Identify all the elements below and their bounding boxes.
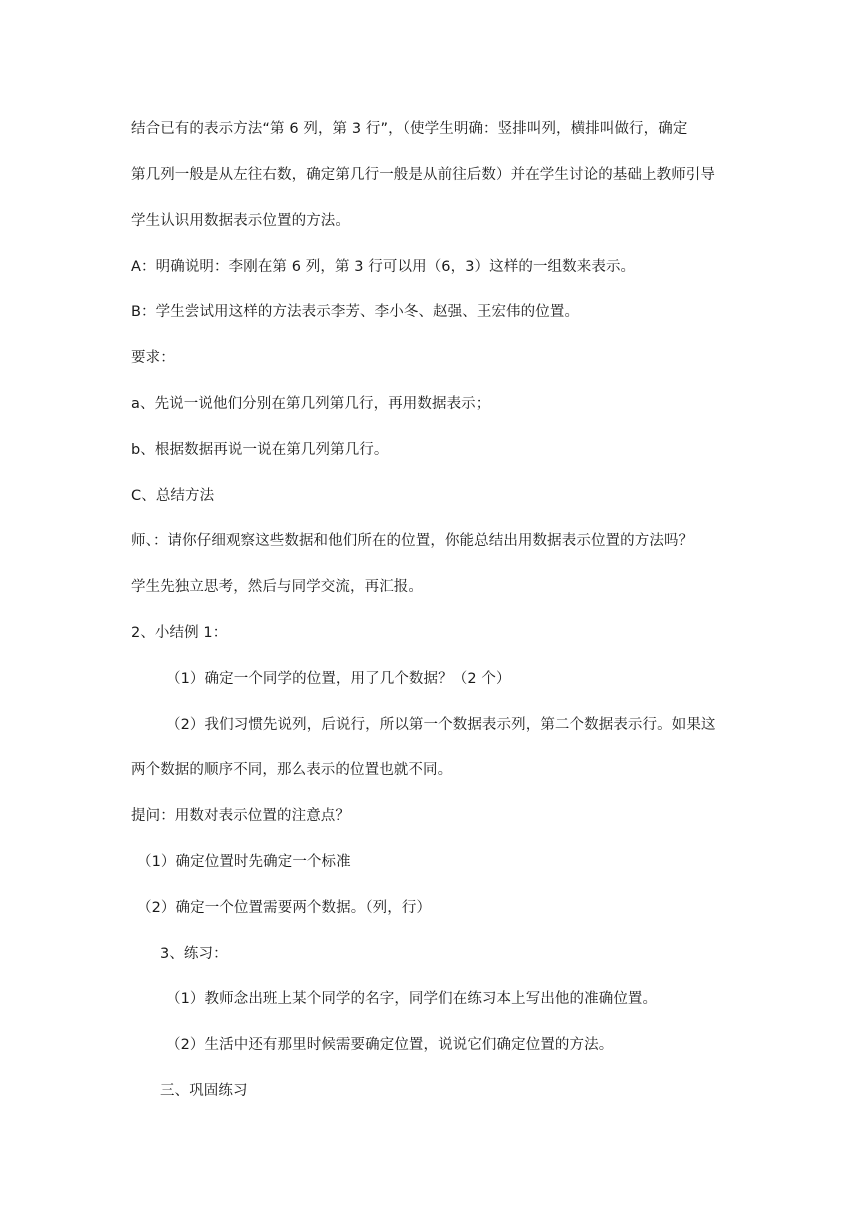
paragraph-line: （2）确定一个位置需要两个数据。（列，行）	[137, 900, 432, 916]
paragraph-line: （1）教师念出班上某个同学的名字，同学们在练习本上写出他的准确位置。	[166, 991, 658, 1007]
paragraph-line: 2、小结例 1：	[131, 625, 228, 641]
paragraph-line: B：学生尝试用这样的方法表示李芳、李小冬、赵强、王宏伟的位置。	[131, 304, 580, 320]
paragraph-line: a、先说一说他们分别在第几列第几行，再用数据表示；	[131, 396, 491, 412]
paragraph-line: 第几列一般是从左往右数，确定第几行一般是从前往后数）并在学生讨论的基础上教师引导	[131, 167, 715, 183]
paragraph-line: 提问：用数对表示位置的注意点？	[131, 808, 350, 824]
paragraph-line: （2）我们习惯先说列，后说行，所以第一个数据表示列，第二个数据表示行。如果这	[166, 717, 716, 733]
paragraph-line: 师、：请你仔细观察这些数据和他们所在的位置，你能总结出用数据表示位置的方法吗？	[131, 533, 694, 549]
paragraph-line: b、根据数据再说一说在第几列第几行。	[131, 442, 389, 458]
paragraph-line: （1）确定位置时先确定一个标准	[137, 854, 351, 870]
paragraph-line: 三、巩固练习	[160, 1083, 248, 1099]
paragraph-line: （2）生活中还有那里时候需要确定位置，说说它们确定位置的方法。	[166, 1037, 614, 1053]
paragraph-line: 两个数据的顺序不同，那么表示的位置也就不同。	[131, 762, 453, 778]
paragraph-line: 学生认识用数据表示位置的方法。	[131, 213, 350, 229]
paragraph-line: C、总结方法	[131, 488, 215, 504]
paragraph-line: 要求：	[131, 350, 175, 366]
paragraph-line: A：明确说明：李刚在第 6 列，第 3 行可以用（6，3）这样的一组数来表示。	[131, 259, 636, 275]
paragraph-line: （1）确定一个同学的位置，用了几个数据？（2 个）	[166, 671, 511, 687]
paragraph-line: 3、练习：	[160, 946, 228, 962]
paragraph-line: 学生先独立思考，然后与同学交流，再汇报。	[131, 579, 423, 595]
paragraph-line: 结合已有的表示方法“第 6 列，第 3 行”，（使学生明确：竖排叫列，横排叫做行，确定	[131, 121, 688, 137]
